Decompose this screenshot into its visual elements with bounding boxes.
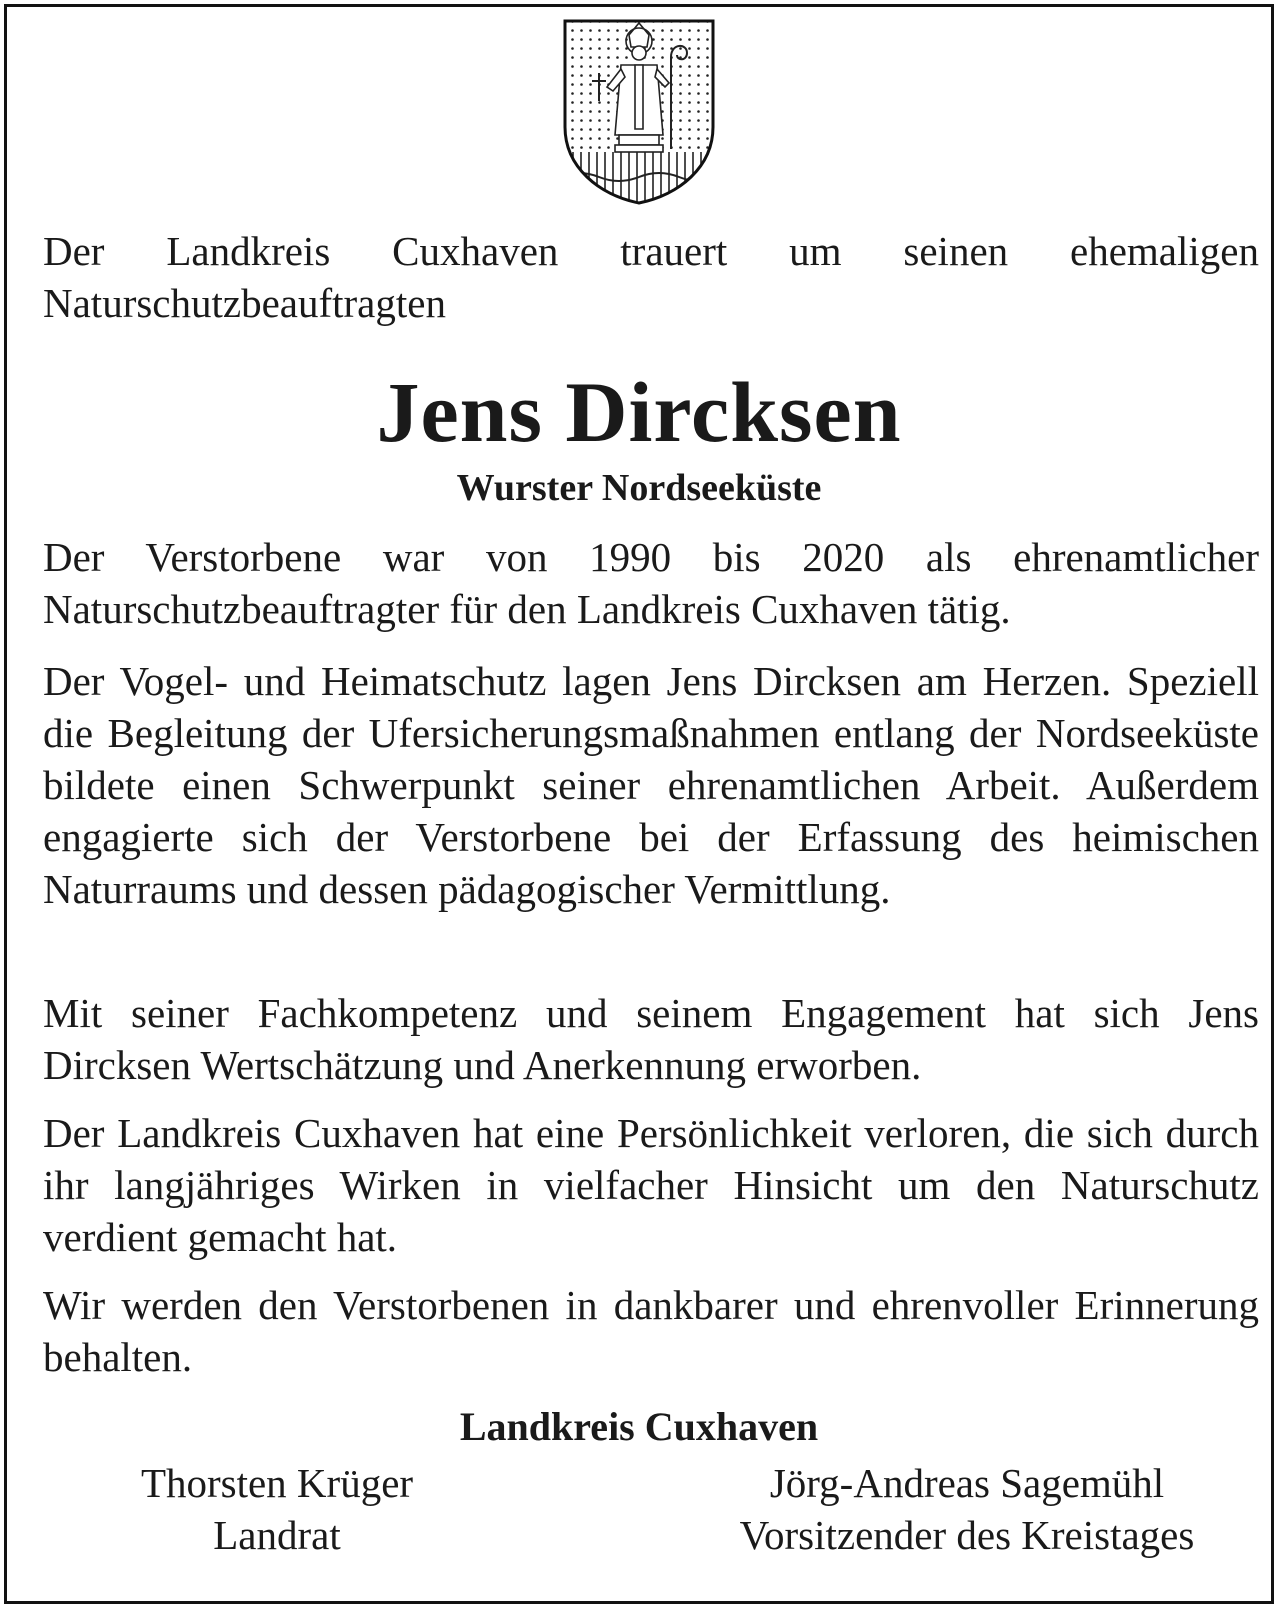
paragraph-engagement: Der Vogel- und Heimatschutz lagen Jens Dircksen am Herzen. Speziell die Begleitung der Ufersicherungsmaßnahmen entlang der Nordseeküste bildete einen Schwerpunkt seiner ehrenamtlichen Arbeit. Außerdem engagierte sich der Verstorbene bei der Erfassung des heimischen Naturraums und dessen pädagogischer Vermittlung. (43, 658, 1259, 912)
paragraph-remembrance: Wir werden den Verstorbenen in dankbarer und ehrenvoller Erinnerung behalten. (43, 1282, 1259, 1380)
signer-landrat (67, 1457, 487, 1561)
signer-kreistag-chair (707, 1457, 1227, 1561)
signer-name: Jörg-Andreas Sagemühl (769, 1460, 1165, 1506)
region-subtitle: Wurster Nordseeküste (456, 467, 822, 509)
signer-title: Vorsitzender des Kreistages (739, 1512, 1195, 1558)
signer-name: Thorsten Krüger (140, 1460, 414, 1506)
obituary-notice (4, 4, 1274, 1604)
intro-text: Der Landkreis Cuxhaven trauert um seinen ehemaligen Naturschutzbeauftragten (43, 228, 1259, 326)
paragraph-service: Der Verstorbene war von 1990 bis 2020 als ehrenamtlicher Naturschutzbeauftragter für den Landkreis Cuxhaven tätig. (43, 534, 1259, 632)
paragraph-loss: Der Landkreis Cuxhaven hat eine Persönlichkeit verloren, die sich durch ihr langjähriges Wirken in vielfacher Hinsicht um den Naturschutz verdient gemacht hat. (43, 1110, 1259, 1260)
signature-organization: Landkreis Cuxhaven (459, 1404, 819, 1449)
signer-title: Landrat (213, 1512, 341, 1558)
paragraph-recognition: Mit seiner Fachkompetenz und seinem Engagement hat sich Jens Dircksen Wertschätzung und Anerkennung erworben. (43, 990, 1259, 1088)
deceased-name: Jens Dircksen (376, 364, 902, 460)
coat-of-arms-icon (559, 17, 719, 207)
